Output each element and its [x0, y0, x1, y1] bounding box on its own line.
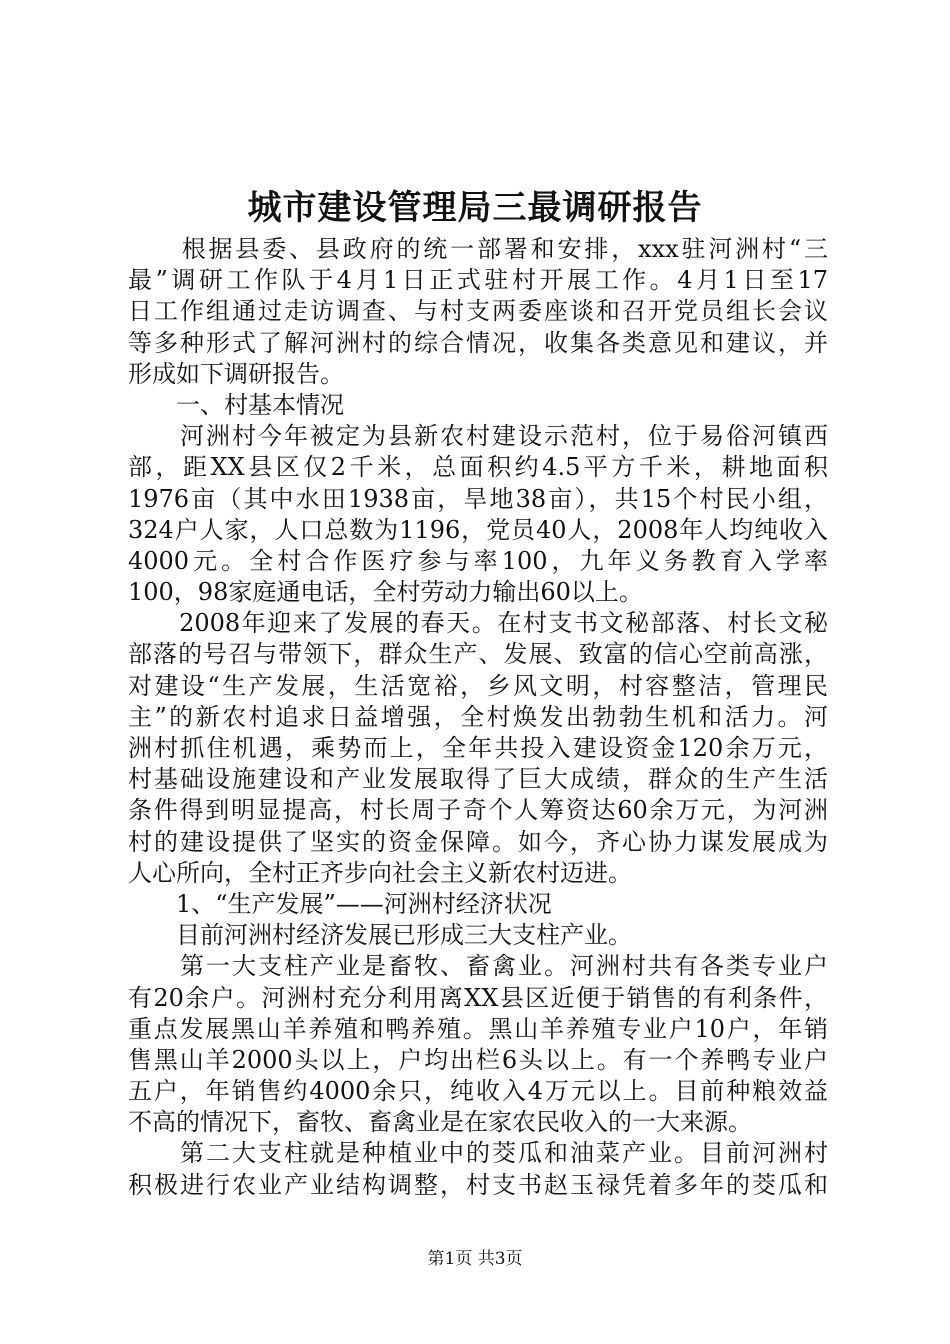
text-line: 等多种形式了解河洲村的综合情况，收集各类意见和建议，并 — [128, 328, 828, 357]
text-line: 日工作组通过走访调查、与村支两委座谈和召开党员组长会议 — [128, 297, 828, 326]
text-line: 最”调研工作队于4月1日正式驻村开展工作。4月1日至17 — [128, 266, 828, 295]
text-line: 1976亩（其中水田1938亩，旱地38亩），共15个村民小组， — [128, 484, 828, 513]
text-line: 形成如下调研报告。 — [128, 359, 344, 388]
document-title: 城市建设管理局三最调研报告 — [247, 188, 703, 228]
text-line: 人心所向，全村正齐步向社会主义新农村迈进。 — [128, 858, 632, 887]
text-line: 2008年迎来了发展的春天。在村支书文秘部落、村长文秘 — [128, 609, 828, 638]
text-line: 部，距XX县区仅2千米，总面积约4.5平方千米，耕地面积 — [128, 453, 828, 482]
text-line: 五户，年销售约4000余只，纯收入4万元以上。目前种粮效益 — [128, 1077, 828, 1106]
text-line: 有20余户。河洲村充分利用离XX县区近便于销售的有利条件， — [128, 983, 828, 1012]
text-line: 村基础设施建设和产业发展取得了巨大成绩，群众的生产生活 — [128, 765, 828, 794]
text-line: 100，98家庭通电话，全村劳动力输出60以上。 — [128, 578, 643, 607]
text-line: 售黑山羊2000头以上，户均出栏6头以上。有一个养鸭专业户 — [128, 1045, 828, 1074]
text-line: 河洲村今年被定为县新农村建设示范村，位于易俗河镇西 — [128, 422, 828, 451]
text-line: 4000元。全村合作医疗参与率100，九年义务教育入学率 — [128, 546, 828, 575]
document-body — [128, 234, 828, 1201]
text-line: 部落的号召与带领下，群众生产、发展、致富的信心空前高涨， — [128, 640, 828, 669]
text-line: 根据县委、县政府的统一部署和安排，xxx驻河洲村“三 — [128, 235, 828, 263]
text-line: 重点发展黑山羊养殖和鸭养殖。黑山羊养殖专业户10户，年销 — [128, 1014, 828, 1043]
text-line: 主”的新农村追求日益增强，全村焕发出勃勃生机和活力。河 — [128, 702, 828, 731]
page-footer: 第1页 共3页 — [427, 1249, 523, 1269]
text-line: 目前河洲村经济发展已形成三大支柱产业。 — [128, 921, 632, 950]
text-line: 积极进行农业产业结构调整，村支书赵玉禄凭着多年的茭瓜和 — [128, 1170, 828, 1199]
text-line: 1、“生产发展”——河洲村经济状况 — [128, 889, 552, 918]
text-line: 不高的情况下，畜牧、畜禽业是在家农民收入的一大来源。 — [128, 1108, 752, 1137]
text-line: 一、村基本情况 — [128, 390, 344, 419]
text-line: 对建设“生产发展，生活宽裕，乡风文明，村容整洁，管理民 — [128, 671, 828, 700]
text-line: 第一大支柱产业是畜牧、畜禽业。河洲村共有各类专业户 — [128, 952, 828, 981]
text-line: 村的建设提供了坚实的资金保障。如今，齐心协力谋发展成为 — [128, 827, 828, 856]
text-line: 324户人家，人口总数为1196，党员40人，2008年人均纯收入 — [128, 515, 828, 544]
text-line: 条件得到明显提高，村长周子奇个人筹资达60余万元，为河洲 — [128, 796, 828, 825]
text-line: 第二大支柱就是种植业中的茭瓜和油菜产业。目前河洲村 — [128, 1139, 828, 1168]
text-line: 洲村抓住机遇，乘势而上，全年共投入建设资金120余万元， — [128, 734, 828, 762]
